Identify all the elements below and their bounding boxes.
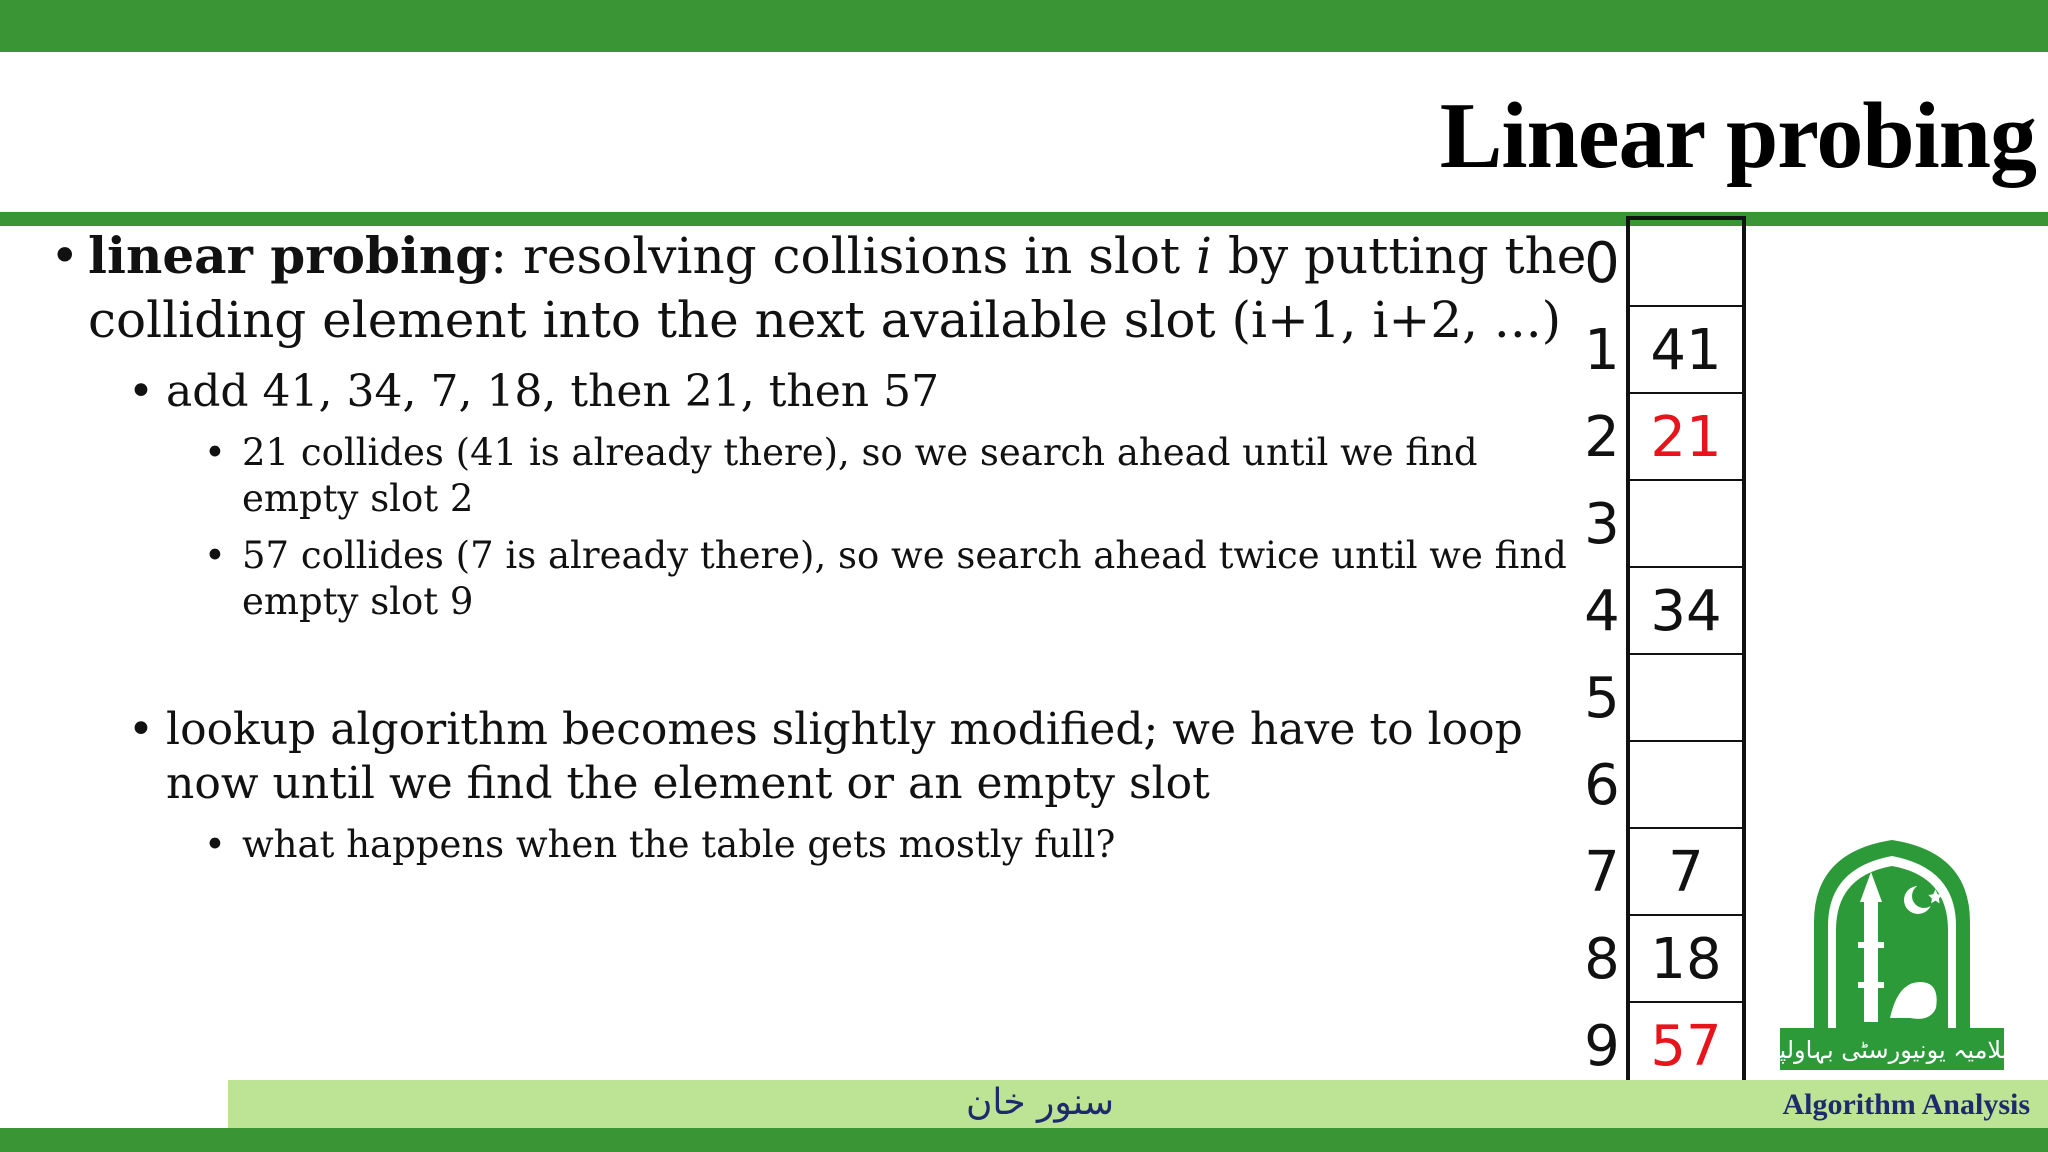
course-name: Algorithm Analysis (1782, 1088, 2030, 1121)
hash-table (1626, 216, 1746, 1086)
bullet-text: what happens when the table gets mostly full? (242, 823, 1116, 866)
hash-table-index: 3 (1584, 492, 1620, 557)
bullet-dot: • (204, 431, 226, 474)
hash-table-slot: 7 (1630, 829, 1742, 916)
hash-table-index: 8 (1584, 927, 1620, 992)
bullet-linear-probing (50, 224, 1590, 354)
text-line: empty slot 2 (242, 477, 474, 520)
hash-table-slot: 57 (1650, 1014, 1722, 1079)
variable-i: i (1195, 227, 1212, 285)
logo-text: اسلامیہ یونیورسٹی بہاولپور (1755, 1036, 2029, 1064)
bullet-text (166, 703, 1523, 811)
hash-table-slot (1630, 481, 1742, 568)
bottom-accent-bar (0, 1128, 2048, 1152)
text-fragment: by putting the (1211, 227, 1587, 285)
hash-table-slot: 21 (1630, 394, 1742, 481)
hash-table-index: 0 (1584, 231, 1620, 296)
bullet-dot: • (128, 704, 154, 755)
text-line: 21 collides (41 is already there), so we search ahead until we find (242, 431, 1478, 474)
text-line: empty slot 9 (242, 580, 474, 623)
text-line: 57 collides (7 is already there), so we search ahead twice until we find (242, 534, 1567, 577)
hash-table-index: 2 (1584, 405, 1620, 470)
bullet-text: add 41, 34, 7, 18, then 21, then 57 (166, 366, 940, 417)
bullet-dot: • (128, 366, 154, 417)
hash-table-slot (1630, 220, 1742, 307)
author-name: سنور خان (965, 1082, 1115, 1123)
bullet-text (88, 224, 1586, 352)
hash-table-index: 6 (1584, 753, 1620, 818)
hash-table-index: 1 (1584, 318, 1620, 383)
bullet-dot: • (204, 823, 226, 866)
keyword-linear-probing: linear probing (88, 226, 491, 285)
hash-table-slot (1630, 655, 1742, 742)
bullet-text (242, 533, 1567, 625)
hash-table-slot: 18 (1630, 916, 1742, 1003)
text-fragment: : resolving collisions in slot (490, 227, 1196, 285)
slide-title: Linear probing (1439, 84, 2036, 188)
hash-table-index: 5 (1584, 666, 1620, 731)
text-line: now until we find the element or an empty slot (166, 758, 1210, 809)
bullet-dot: • (50, 227, 80, 285)
bullet-text (242, 430, 1478, 522)
hash-table-slot: 41 (1630, 307, 1742, 394)
hash-table-slot: 34 (1630, 568, 1742, 655)
university-logo (1755, 832, 2029, 1082)
hash-table-index: 9 (1584, 1014, 1620, 1079)
hash-table-slot (1630, 742, 1742, 829)
bullet-line-2: colliding element into the next available slot (i+1, i+2, ...) (88, 291, 1562, 349)
text-line: lookup algorithm becomes slightly modified; we have to loop (166, 704, 1523, 755)
hash-table-index: 4 (1584, 579, 1620, 644)
bullet-dot: • (204, 534, 226, 577)
hash-table-index: 7 (1584, 840, 1620, 905)
